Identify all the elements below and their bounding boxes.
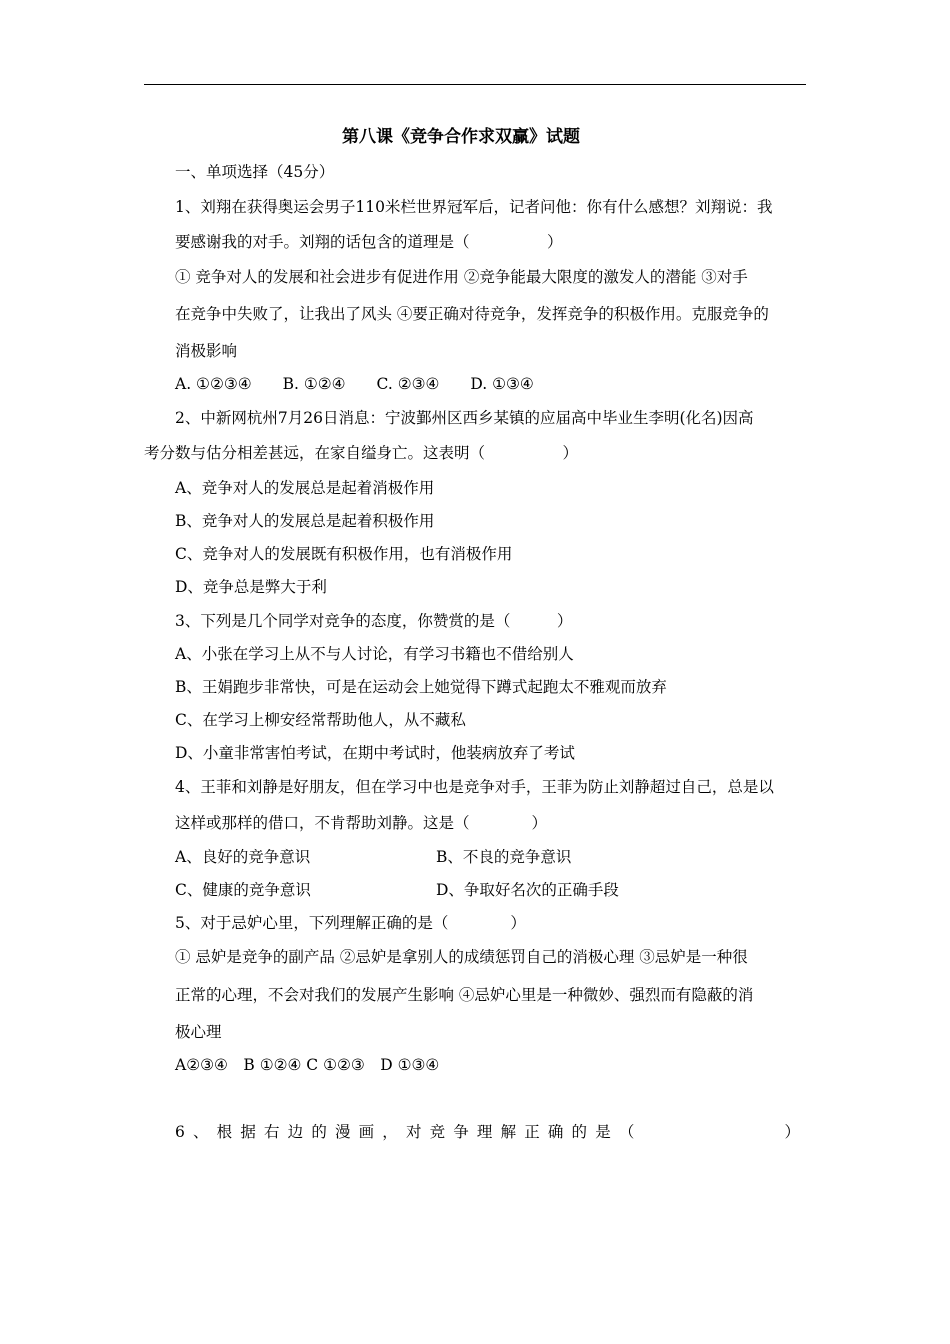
q1-statement2: 在竞争中失败了，让我出了风头 ④要正确对待竞争，发挥竞争的积极作用。克服竞争的 — [175, 305, 769, 323]
q2-option-d: D、竞争总是弊大于利 — [175, 578, 327, 596]
q5-statement3: 极心理 — [175, 1023, 222, 1041]
q6-line1: 6、根据右边的漫画，对竞争理解正确的是（ ） — [175, 1123, 800, 1141]
q5-statement1: ① 忌妒是竞争的副产品 ②忌妒是拿别人的成绩惩罚自己的消极心理 ③忌妒是一种很 — [175, 948, 748, 966]
q2-option-a: A、竞争对人的发展总是起着消极作用 — [175, 479, 435, 497]
q3-option-b: B、王娟跑步非常快，可是在运动会上她觉得下蹲式起跑太不雅观而放弃 — [175, 678, 667, 696]
q2-option-c: C、竞争对人的发展既有积极作用，也有消极作用 — [175, 545, 513, 563]
header-rule — [144, 84, 806, 85]
q3-option-c: C、在学习上柳安经常帮助他人，从不藏私 — [175, 711, 466, 729]
q5-statement2: 正常的心理，不会对我们的发展产生影响 ④忌妒心里是一种微妙、强烈而有隐蔽的消 — [175, 986, 754, 1004]
q4-option-d: D、争取好名次的正确手段 — [436, 881, 619, 899]
q2-line2: 考分数与估分相差甚远，在家自缢身亡。这表明（ ） — [144, 444, 579, 462]
q2-line1: 2、中新网杭州7月26日消息：宁波鄞州区西乡某镇的应届高中毕业生李明(化名)因高 — [175, 409, 754, 427]
section-heading: 一、单项选择（45分） — [175, 163, 335, 181]
page-title: 第八课《竞争合作求双赢》试题 — [342, 127, 580, 147]
q4-line2: 这样或那样的借口，不肯帮助刘静。这是（ ） — [175, 814, 548, 832]
q1-statement3: 消极影响 — [175, 342, 238, 360]
q5-options: A②③④ B ①②④ C ①②③ D ①③④ — [175, 1056, 440, 1074]
q4-option-b: B、不良的竞争意识 — [436, 848, 572, 866]
q3-option-a: A、小张在学习上从不与人讨论，有学习书籍也不借给别人 — [175, 645, 574, 663]
q4-option-c: C、健康的竞争意识 — [175, 881, 311, 899]
q1-statement1: ① 竞争对人的发展和社会进步有促进作用 ②竞争能最大限度的激发人的潜能 ③对手 — [175, 268, 748, 286]
q3-option-d: D、小童非常害怕考试，在期中考试时，他装病放弃了考试 — [175, 744, 575, 762]
q4-option-a: A、良好的竞争意识 — [175, 848, 311, 866]
q2-option-b: B、竞争对人的发展总是起着积极作用 — [175, 512, 435, 530]
q4-line1: 4、王菲和刘静是好朋友，但在学习中也是竞争对手，王菲为防止刘静超过自己，总是以 — [175, 778, 774, 796]
q3-line1: 3、下列是几个同学对竞争的态度，你赞赏的是（ ） — [175, 612, 573, 630]
q5-line1: 5、对于忌妒心里，下列理解正确的是（ ） — [175, 914, 526, 932]
q1-line1: 1、刘翔在获得奥运会男子110米栏世界冠军后，记者问他：你有什么感想？刘翔说：我 — [175, 198, 773, 216]
q1-options: A. ①②③④ B. ①②④ C. ②③④ D. ①③④ — [175, 375, 534, 393]
q1-line2: 要感谢我的对手。刘翔的话包含的道理是（ ） — [175, 233, 563, 251]
